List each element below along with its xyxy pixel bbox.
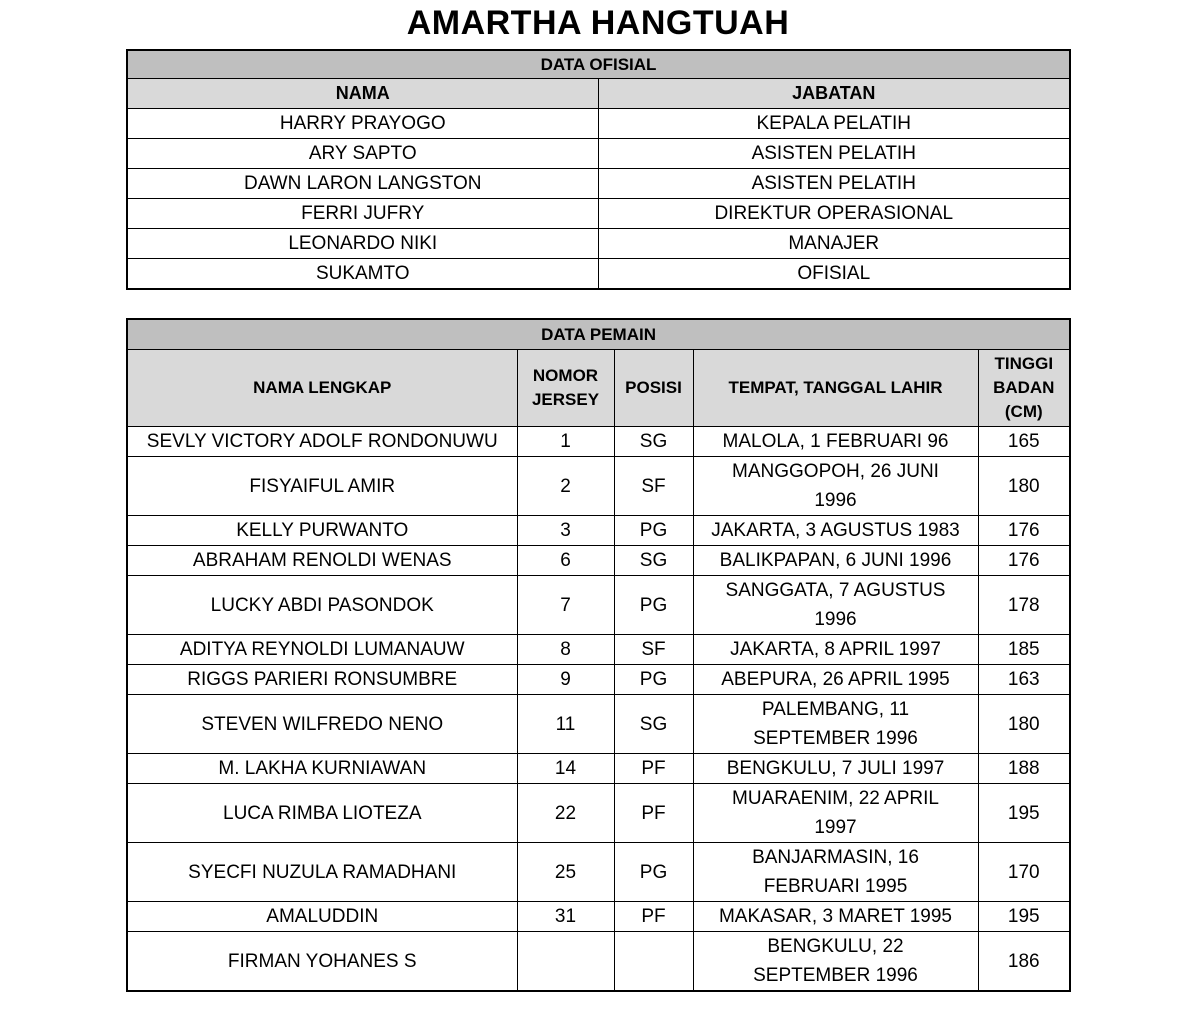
players-cell-nomor: 6	[517, 546, 614, 576]
players-cell-nomor: 8	[517, 635, 614, 665]
players-cell-nomor: 14	[517, 754, 614, 784]
players-cell-nomor: 7	[517, 576, 614, 635]
officials-band: DATA OFISIAL	[127, 50, 1070, 79]
players-cell-posisi: PG	[614, 576, 693, 635]
officials-row	[127, 109, 1070, 139]
officials-header-nama: NAMA	[127, 79, 598, 109]
players-cell-posisi: SF	[614, 635, 693, 665]
players-cell-posisi: PF	[614, 902, 693, 932]
players-cell-posisi: PG	[614, 516, 693, 546]
players-cell-nama: AMALUDDIN	[127, 902, 517, 932]
players-cell-tinggi: 180	[978, 695, 1070, 754]
officials-cell-nama: HARRY PRAYOGO	[127, 109, 598, 139]
players-cell-nomor: 3	[517, 516, 614, 546]
officials-body	[127, 109, 1070, 290]
players-cell-tinggi: 188	[978, 754, 1070, 784]
players-cell-ttl: JAKARTA, 3 AGUSTUS 1983	[693, 516, 978, 546]
players-row	[127, 516, 1070, 546]
players-table	[126, 318, 1071, 992]
officials-table	[126, 49, 1071, 290]
officials-cell-jabatan: OFISIAL	[598, 259, 1070, 290]
players-row	[127, 843, 1070, 902]
players-row	[127, 784, 1070, 843]
players-row	[127, 635, 1070, 665]
officials-cell-nama: FERRI JUFRY	[127, 199, 598, 229]
players-cell-posisi: SF	[614, 457, 693, 516]
players-cell-ttl: BENGKULU, 22 SEPTEMBER 1996	[693, 932, 978, 992]
players-cell-posisi: PG	[614, 843, 693, 902]
players-cell-posisi: PG	[614, 665, 693, 695]
players-cell-ttl: MAKASAR, 3 MARET 1995	[693, 902, 978, 932]
players-header-nomor: NOMOR JERSEY	[517, 350, 614, 427]
officials-row	[127, 169, 1070, 199]
players-cell-nama: M. LAKHA KURNIAWAN	[127, 754, 517, 784]
players-cell-ttl: MUARAENIM, 22 APRIL 1997	[693, 784, 978, 843]
officials-cell-jabatan: ASISTEN PELATIH	[598, 169, 1070, 199]
players-cell-nama: SYECFI NUZULA RAMADHANI	[127, 843, 517, 902]
page-title: AMARTHA HANGTUAH	[406, 4, 790, 42]
players-header-tinggi: TINGGI BADAN (CM)	[978, 350, 1070, 427]
players-cell-tinggi: 195	[978, 784, 1070, 843]
players-cell-ttl: ABEPURA, 26 APRIL 1995	[693, 665, 978, 695]
players-cell-nama: STEVEN WILFREDO NENO	[127, 695, 517, 754]
players-body	[127, 427, 1070, 992]
officials-cell-jabatan: ASISTEN PELATIH	[598, 139, 1070, 169]
players-cell-tinggi: 178	[978, 576, 1070, 635]
players-row	[127, 932, 1070, 992]
players-row	[127, 427, 1070, 457]
players-cell-nama: FIRMAN YOHANES S	[127, 932, 517, 992]
players-cell-nomor: 22	[517, 784, 614, 843]
players-cell-tinggi: 180	[978, 457, 1070, 516]
players-cell-nama: RIGGS PARIERI RONSUMBRE	[127, 665, 517, 695]
players-cell-tinggi: 165	[978, 427, 1070, 457]
players-cell-posisi	[614, 932, 693, 992]
players-cell-tinggi: 185	[978, 635, 1070, 665]
officials-cell-nama: ARY SAPTO	[127, 139, 598, 169]
players-row	[127, 546, 1070, 576]
players-cell-nama: ABRAHAM RENOLDI WENAS	[127, 546, 517, 576]
players-header-ttl: TEMPAT, TANGGAL LAHIR	[693, 350, 978, 427]
players-cell-ttl: BANJARMASIN, 16 FEBRUARI 1995	[693, 843, 978, 902]
players-cell-nomor: 11	[517, 695, 614, 754]
players-cell-nomor: 9	[517, 665, 614, 695]
players-row	[127, 576, 1070, 635]
players-cell-ttl: MALOLA, 1 FEBRUARI 96	[693, 427, 978, 457]
players-cell-nomor: 25	[517, 843, 614, 902]
players-header-posisi: POSISI	[614, 350, 693, 427]
players-cell-nomor: 1	[517, 427, 614, 457]
players-cell-ttl: MANGGOPOH, 26 JUNI 1996	[693, 457, 978, 516]
players-cell-posisi: PF	[614, 754, 693, 784]
players-row	[127, 695, 1070, 754]
players-cell-nama: LUCA RIMBA LIOTEZA	[127, 784, 517, 843]
players-cell-nama: SEVLY VICTORY ADOLF RONDONUWU	[127, 427, 517, 457]
officials-cell-nama: DAWN LARON LANGSTON	[127, 169, 598, 199]
players-row	[127, 754, 1070, 784]
players-cell-nomor	[517, 932, 614, 992]
players-cell-ttl: BALIKPAPAN, 6 JUNI 1996	[693, 546, 978, 576]
officials-cell-jabatan: KEPALA PELATIH	[598, 109, 1070, 139]
players-row	[127, 457, 1070, 516]
players-band: DATA PEMAIN	[127, 319, 1070, 350]
players-cell-tinggi: 176	[978, 546, 1070, 576]
players-row	[127, 902, 1070, 932]
players-cell-ttl: PALEMBANG, 11 SEPTEMBER 1996	[693, 695, 978, 754]
players-cell-tinggi: 163	[978, 665, 1070, 695]
officials-row	[127, 139, 1070, 169]
players-cell-ttl: BENGKULU, 7 JULI 1997	[693, 754, 978, 784]
players-cell-nama: KELLY PURWANTO	[127, 516, 517, 546]
officials-row	[127, 259, 1070, 290]
players-cell-posisi: SG	[614, 427, 693, 457]
players-cell-tinggi: 195	[978, 902, 1070, 932]
officials-header-jabatan: JABATAN	[598, 79, 1070, 109]
players-cell-nama: ADITYA REYNOLDI LUMANAUW	[127, 635, 517, 665]
players-header-nama: NAMA LENGKAP	[127, 350, 517, 427]
players-cell-nama: FISYAIFUL AMIR	[127, 457, 517, 516]
players-cell-tinggi: 176	[978, 516, 1070, 546]
players-cell-ttl: SANGGATA, 7 AGUSTUS 1996	[693, 576, 978, 635]
players-cell-nama: LUCKY ABDI PASONDOK	[127, 576, 517, 635]
players-cell-posisi: PF	[614, 784, 693, 843]
players-row	[127, 665, 1070, 695]
players-cell-nomor: 31	[517, 902, 614, 932]
players-cell-posisi: SG	[614, 695, 693, 754]
officials-row	[127, 229, 1070, 259]
officials-cell-nama: SUKAMTO	[127, 259, 598, 290]
officials-cell-jabatan: MANAJER	[598, 229, 1070, 259]
officials-cell-jabatan: DIREKTUR OPERASIONAL	[598, 199, 1070, 229]
players-cell-ttl: JAKARTA, 8 APRIL 1997	[693, 635, 978, 665]
players-cell-nomor: 2	[517, 457, 614, 516]
players-cell-posisi: SG	[614, 546, 693, 576]
officials-row	[127, 199, 1070, 229]
players-cell-tinggi: 170	[978, 843, 1070, 902]
players-cell-tinggi: 186	[978, 932, 1070, 992]
officials-cell-nama: LEONARDO NIKI	[127, 229, 598, 259]
